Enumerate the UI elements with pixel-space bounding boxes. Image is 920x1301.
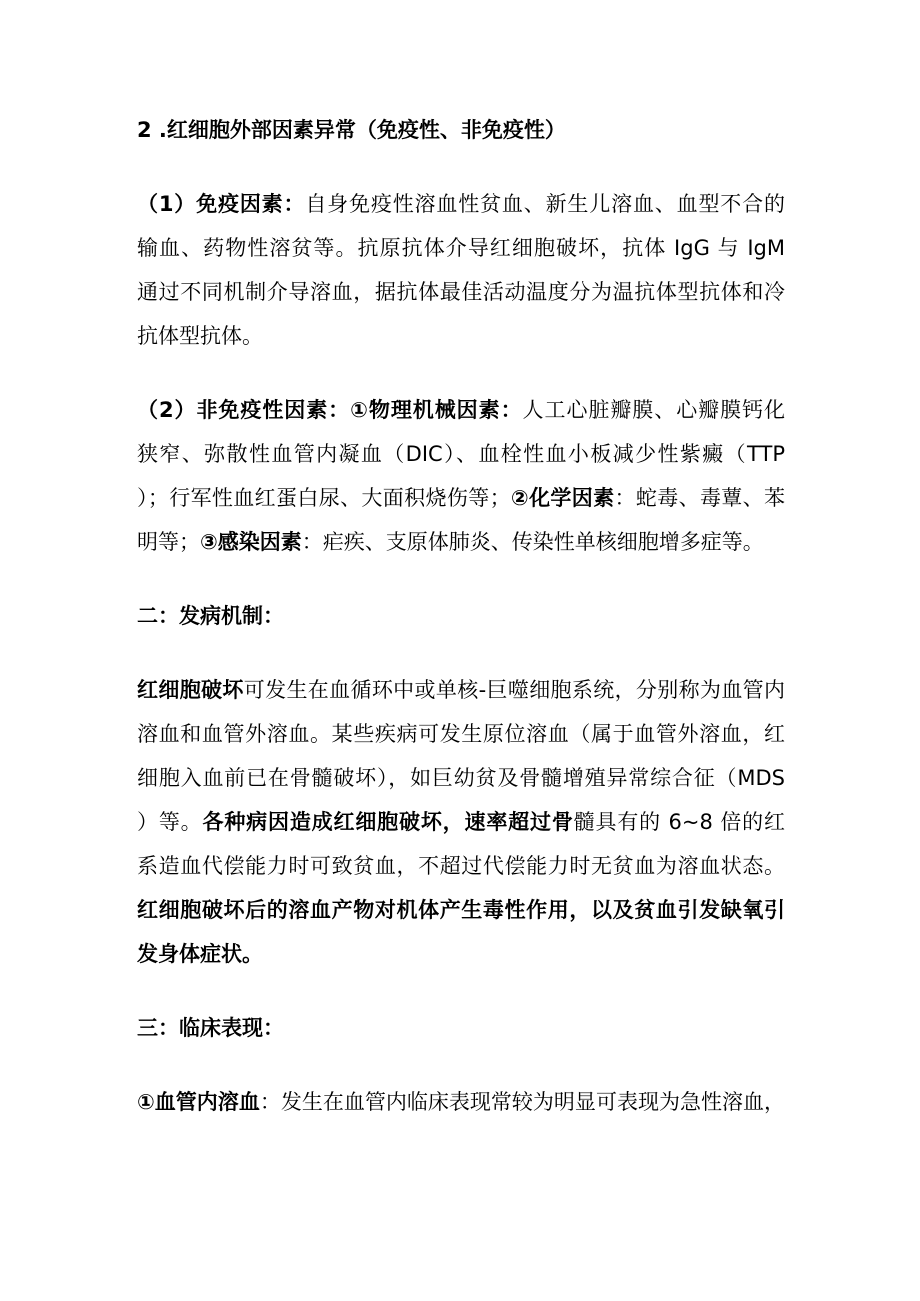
immune-line-1: （1）免疫因素：自身免疫性溶血性贫血、新生儿溶血、血型不合的	[137, 192, 785, 216]
paragraph-nonimmune-factors	[137, 388, 785, 564]
rbc-destruction-label: 红细胞破坏	[137, 678, 244, 702]
paragraph-pathogenesis	[137, 668, 785, 976]
mechanism-line-5: 系造血代偿能力时可致贫血，不超过代偿能力时无贫血为溶血状态。	[137, 854, 785, 878]
paragraph-immune-factors	[137, 182, 785, 358]
immune-line-4: 抗体型抗体。	[137, 324, 263, 348]
nonimmune-factors-label: （2）非免疫性因素：	[137, 398, 351, 422]
section-heading-pathogenesis: 二：发病机制：	[137, 604, 284, 628]
mechanism-line-3: 细胞入血前已在骨髓破坏），如巨幼贫及骨髓增殖异常综合征（MDS	[137, 766, 785, 790]
intravascular-hemolysis-label: ①血管内溶血	[137, 1090, 260, 1114]
document-page	[137, 108, 785, 1124]
paragraph-clinical	[137, 1080, 785, 1124]
nonimmune-line-1: （2）非免疫性因素：①物理机械因素：人工心脏瓣膜、心瓣膜钙化	[137, 398, 786, 422]
infection-factors-label: ③感染因素	[200, 530, 302, 554]
mechanism-line-2: 溶血和血管外溶血。某些疾病可发生原位溶血（属于血管外溶血，红	[137, 722, 785, 746]
physical-factors-label: ①物理机械因素：	[350, 398, 523, 422]
section-heading-clinical: 三：临床表现：	[137, 1016, 284, 1040]
mechanism-line-7: 发身体症状。	[137, 942, 263, 966]
chemical-factors-label: ②化学因素	[510, 486, 615, 510]
section-heading-external-factors: 2 .红细胞外部因素异常（免疫性、非免疫性）	[137, 118, 566, 142]
immune-line-2: 输血、药物性溶贫等。抗原抗体介导红细胞破坏，抗体 IgG 与 IgM	[137, 236, 785, 260]
mechanism-bold-phrase: 各种病因造成红细胞破坏，速率超过骨	[202, 810, 574, 834]
clinical-line-1: ①血管内溶血：发生在血管内临床表现常较为明显可表现为急性溶血，	[137, 1090, 786, 1114]
mechanism-line-4: ）等。各种病因造成红细胞破坏，速率超过骨髓具有的 6~8 倍的红	[137, 810, 786, 834]
nonimmune-line-4: 明等；③感染因素：疟疾、支原体肺炎、传染性单核细胞增多症等。	[137, 530, 764, 554]
nonimmune-line-2: 狭窄、弥散性血管内凝血（DIC）、血栓性血小板减少性紫癜（TTP	[137, 442, 785, 466]
nonimmune-line-3: ）；行军性血红蛋白尿、大面积烧伤等；②化学因素：蛇毒、毒蕈、苯	[137, 486, 786, 510]
immune-line-3: 通过不同机制介导溶血，据抗体最佳活动温度分为温抗体型抗体和冷	[137, 280, 785, 304]
mechanism-line-6: 红细胞破坏后的溶血产物对机体产生毒性作用，以及贫血引发缺氧引	[137, 898, 785, 922]
immune-factors-label: （1）免疫因素：	[137, 192, 306, 216]
mechanism-line-1: 红细胞破坏可发生在血循环中或单核-巨噬细胞系统，分别称为血管内	[137, 678, 786, 702]
